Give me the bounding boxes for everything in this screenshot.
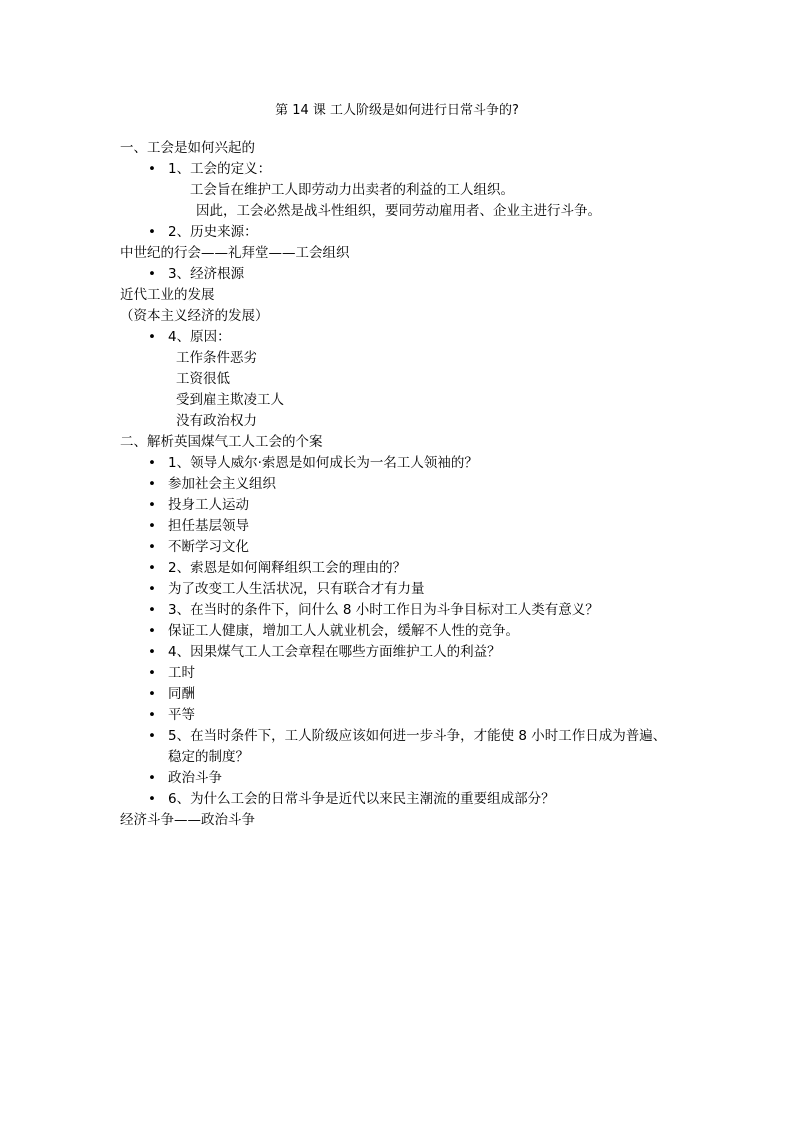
list-item-text: 保证工人健康，增加工人人就业机会，缓解不人性的竞争。 [168,623,519,639]
bullet-icon: • [148,497,156,513]
list-item [148,538,249,556]
list-item [148,580,425,598]
list-item-text: 4、因果煤气工人工会章程在哪些方面维护工人的利益？ [168,644,501,660]
list-item-text: 担任基层领导 [168,518,249,534]
bullet-icon: • [148,560,156,576]
bullet-icon: • [148,266,156,282]
list-item [148,496,249,514]
paragraph: 因此，工会必然是战斗性组织，要同劳动雇用者、企业主进行斗争。 [196,203,601,219]
bullet-icon: • [148,455,156,471]
bullet-icon: • [148,581,156,597]
list-item [148,601,599,619]
section-heading-1: 一、工会是如何兴起的 [120,140,255,156]
paragraph: 工作条件恶劣 [176,350,257,366]
list-item [148,727,666,745]
list-item-text: 平等 [168,707,195,723]
list-item-text: 2、索恩是如何阐释组织工会的理由的？ [168,560,407,576]
bullet-icon: • [148,707,156,723]
list-item-text: 3、在当时的条件下，问什么 8 小时工作日为斗争目标对工人类有意义？ [168,602,599,618]
paragraph: 工资很低 [176,371,230,387]
list-item [148,643,501,661]
bullet-icon: • [148,476,156,492]
bullet-icon: • [148,728,156,744]
list-item-text: 投身工人运动 [168,497,249,513]
paragraph: 中世纪的行会——礼拜堂——工会组织 [120,245,350,261]
bullet-icon: • [148,686,156,702]
bullet-icon: • [148,602,156,618]
list-item [148,160,271,178]
list-item-text: 1、领导人威尔·索恩是如何成长为一名工人领袖的？ [168,455,478,471]
list-item-text: 3、经济根源 [168,266,245,282]
list-item [148,454,478,472]
bullet-icon: • [148,161,156,177]
list-item [148,517,249,535]
list-item-text: 工时 [168,665,195,681]
list-item [148,265,244,283]
list-item [148,328,231,346]
bullet-icon: • [148,539,156,555]
bullet-icon: • [148,770,156,786]
list-item-text: 6、为什么工会的日常斗争是近代以来民主潮流的重要组成部分？ [168,791,555,807]
list-item-text: 不断学习文化 [168,539,249,555]
bullet-icon: • [148,518,156,534]
list-item-text: 2、历史来源： [168,224,258,240]
list-item-text: 政治斗争 [168,770,222,786]
paragraph: 工会旨在维护工人即劳动力出卖者的利益的工人组织。 [190,182,514,198]
list-item [148,622,519,640]
list-item [148,706,195,724]
list-item-text: 4、原因： [168,329,231,345]
list-item-text: 为了改变工人生活状况，只有联合才有力量 [168,581,425,597]
bullet-icon: • [148,644,156,660]
list-item [148,685,195,703]
bullet-icon: • [148,791,156,807]
list-item-text: 1、工会的定义： [168,161,272,177]
bullet-icon: • [148,329,156,345]
bullet-icon: • [148,224,156,240]
paragraph: 近代工业的发展 [120,287,215,303]
list-item-text: 5、在当时条件下，工人阶级应该如何进一步斗争，才能使 8 小时工作日成为普遍、 [168,728,667,744]
list-item [148,790,555,808]
list-item [148,664,195,682]
page-title: 第 14 课 工人阶级是如何进行日常斗争的? [275,103,519,118]
list-item [148,475,276,493]
bullet-icon: • [148,665,156,681]
section-heading-2: 二、解析英国煤气工人工会的个案 [120,434,323,450]
list-item [148,559,406,577]
bullet-icon: • [148,623,156,639]
paragraph: 受到雇主欺凌工人 [176,392,284,408]
paragraph: 没有政治权力 [176,413,257,429]
paragraph: （资本主义经济的发展） [120,308,269,324]
list-item-text: 参加社会主义组织 [168,476,276,492]
list-item-text: 同酬 [168,686,195,702]
list-item [148,769,222,787]
list-item-continuation: 稳定的制度？ [168,749,249,765]
list-item [148,223,258,241]
paragraph: 经济斗争——政治斗争 [120,812,255,828]
